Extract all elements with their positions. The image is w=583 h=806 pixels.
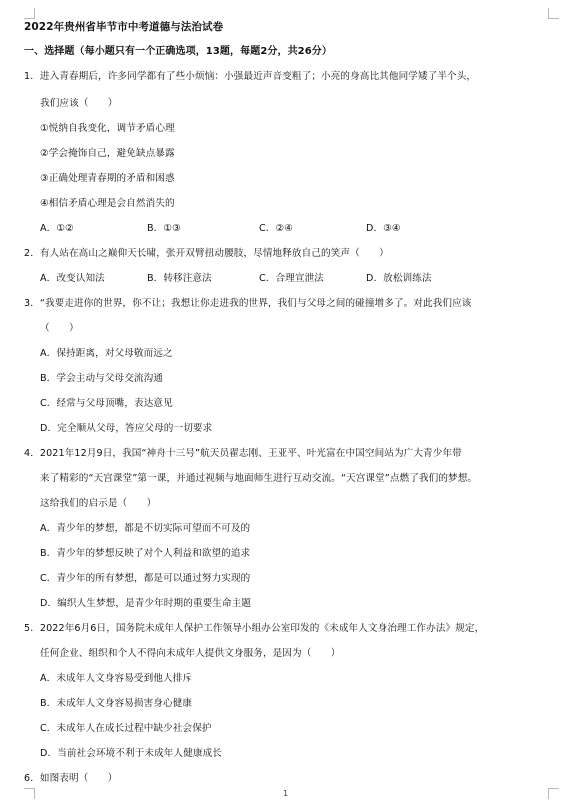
question-5-option-c: C．未成年人在成长过程中缺少社会保护 <box>40 723 212 734</box>
crop-mark-bottom-left <box>24 788 35 799</box>
question-5-stem-line1: 5．2022年6月6日，国务院未成年人保护工作领导小组办公室印发的《未成年人文身治理工作办法》规定， <box>24 623 485 634</box>
page-number: 1 <box>283 789 289 798</box>
question-2-option-a: A．改变认知法 <box>40 273 105 284</box>
question-1-option-b: B．①③ <box>147 223 181 234</box>
crop-mark-top-left <box>24 8 35 19</box>
question-3-option-c: C．经常与父母顶嘴，表达意见 <box>40 398 173 409</box>
question-1-item-1: ①悦纳自我变化，调节矛盾心理 <box>40 123 175 134</box>
question-4-option-c: C．青少年的所有梦想，都是可以通过努力实现的 <box>40 573 251 584</box>
crop-mark-bottom-right <box>548 788 559 799</box>
question-1-option-c: C．②④ <box>259 223 293 234</box>
question-5-stem-line2: 任何企业、组织和个人不得向未成年人提供文身服务，是因为（ ） <box>40 648 341 659</box>
question-4-option-a: A．青少年的梦想，都是不切实际可望而不可及的 <box>40 523 251 534</box>
question-3-stem-line2: （ ） <box>40 323 79 334</box>
question-5-option-a: A．未成年人文身容易受到他人排斥 <box>40 673 193 684</box>
question-5-option-b: B．未成年人文身容易损害身心健康 <box>40 698 193 709</box>
question-4-option-d: D．编织人生梦想，是青少年时期的重要生命主题 <box>40 598 252 609</box>
question-3-stem-line1: 3．“我要走进你的世界，你不让；我想让你走进我的世界，我们与父母之间的碰撞增多了。对此我们应该 <box>24 298 472 309</box>
question-1-item-4: ④相信矛盾心理是会自然消失的 <box>40 198 175 209</box>
question-4-option-b: B．青少年的梦想反映了对个人利益和欲望的追求 <box>40 548 251 559</box>
question-1-stem-line2: 我们应该（ ） <box>40 98 118 109</box>
question-3-option-b: B．学会主动与父母交流沟通 <box>40 373 164 384</box>
question-4-stem-line2: 来了精彩的“天宫课堂”第一课，并通过视频与地面师生进行互动交流。“天宫课堂”点燃了我们的梦想。 <box>40 473 478 484</box>
question-1-option-a: A．①② <box>40 223 74 234</box>
question-3-option-d: D．完全顺从父母，答应父母的一切要求 <box>40 423 213 434</box>
question-6-stem: 6．如图表明（ ） <box>24 773 118 784</box>
crop-mark-top-right <box>548 8 559 19</box>
question-1-option-d: D．③④ <box>366 223 401 234</box>
question-2-option-b: B．转移注意法 <box>147 273 212 284</box>
question-2-option-d: D．放松训练法 <box>366 273 432 284</box>
exam-title: 2022年贵州省毕节市中考道德与法治试卷 <box>24 21 224 33</box>
question-1-stem-line1: 1．进入青春期后，许多同学都有了些小烦恼：小强最近声音变粗了；小亮的身高比其他同学矮了半个头， <box>24 71 477 82</box>
section-heading-multiple-choice: 一、选择题（每小题只有一个正确选项，13题，每题2分，共26分） <box>24 46 332 57</box>
question-1-item-2: ②学会掩饰自己，避免缺点暴露 <box>40 148 175 159</box>
question-4-stem-line1: 4．2021年12月9日，我国“神舟十三号”航天员翟志刚、王亚平、叶光富在中国空间站为广大青少年带 <box>24 448 462 459</box>
question-4-stem-line3: 这给我们的启示是（ ） <box>40 498 157 509</box>
question-2-option-c: C．合理宣泄法 <box>259 273 324 284</box>
question-5-option-d: D．当前社会环境不利于未成年人健康成长 <box>40 748 222 759</box>
question-3-option-a: A．保持距离，对父母敬而远之 <box>40 348 173 359</box>
question-1-item-3: ③正确处理青春期的矛盾和困惑 <box>40 173 175 184</box>
question-2-stem: 2．有人站在高山之巅仰天长啸，张开双臂扭动腰肢，尽情地释放自己的笑声（ ） <box>24 248 389 259</box>
